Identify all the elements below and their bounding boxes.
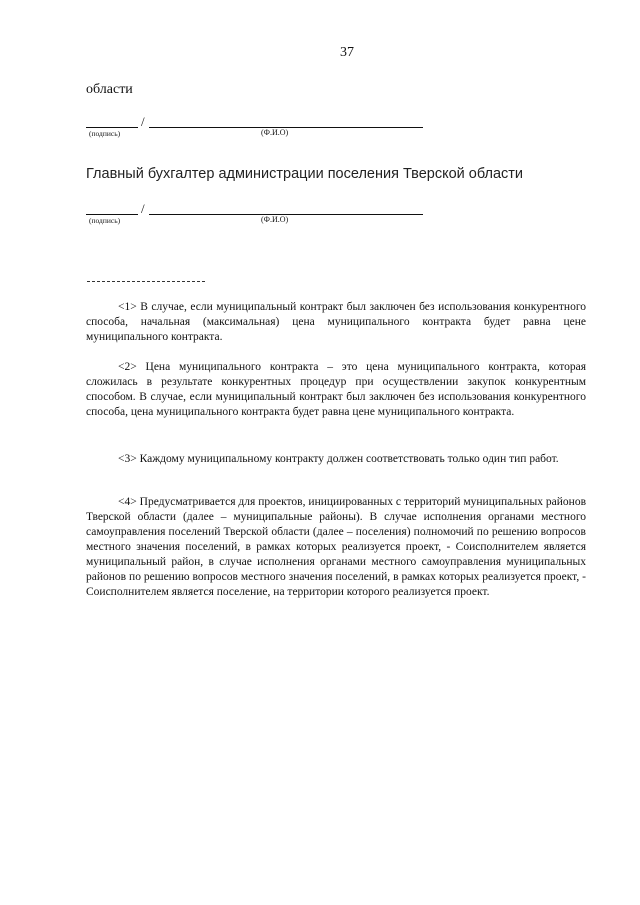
signature-caption: (подпись) — [89, 129, 121, 138]
signature-block-2 — [86, 203, 431, 229]
footnote-3: <3> Каждому муниципальному контракту должен соответствовать только один тип работ. — [118, 453, 559, 465]
footnote-4: <4> Предусматривается для проектов, инициированных с территорий муниципальных районов Тверской области (далее – муниципальные районы). В случае исполнения органами местного самоуправления поселений Тверской области (далее – поселения) полномочий по решению вопросов местного значения поселений, в рамках которых реализуется проект, - Соисполнителем является муниципальный район, в случае исполнения органами местного самоуправления муниципальных районов по решению вопросов местного значения поселений, в рамках которых реализуется проект, - Соисполнителем является поселение, на территории которого реализуется проект. — [86, 496, 586, 598]
signature-line — [86, 127, 138, 128]
page-number: 37 — [340, 45, 354, 60]
separator-slash: / — [141, 114, 145, 129]
chief-accountant-title: Главный бухгалтер администрации поселения Тверской области — [86, 166, 524, 182]
signature-line — [86, 214, 138, 215]
header-fragment: области — [86, 82, 133, 97]
signature-block-1 — [86, 116, 431, 142]
footnote-separator — [87, 281, 205, 282]
footnote-1: <1> В случае, если муниципальный контракт был заключен без использования конкурентного способа, начальная (максимальная) цена муниципального контракта будет равна цене муниципального контракта. — [86, 301, 586, 343]
footnote-2: <2> Цена муниципального контракта – это цена муниципального контракта, которая сложилась в результате конкурентных процедур при осуществлении закупок конкурентным способом. В случае, если муниципальный контракт был заключен без использования конкурентного способа, цена муниципального контракта будет равна цене муниципального контракта. — [86, 361, 586, 418]
separator-slash: / — [141, 201, 145, 216]
fio-caption: (Ф.И.О) — [261, 128, 289, 137]
fio-caption: (Ф.И.О) — [261, 215, 289, 224]
signature-caption: (подпись) — [89, 216, 121, 225]
